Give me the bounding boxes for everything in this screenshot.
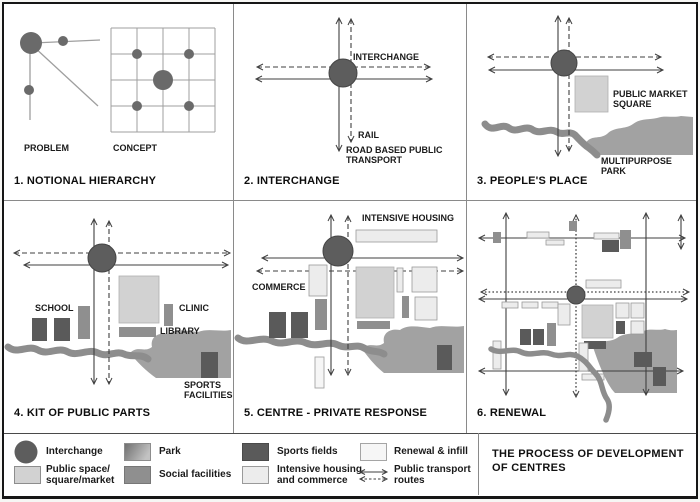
legend-park (124, 443, 151, 466)
legend-transport-routes (356, 468, 392, 489)
vertical-divider (233, 4, 234, 433)
panel-notional-hierarchy (4, 4, 233, 200)
park-swatch (124, 443, 151, 461)
notional-hierarchy-art (4, 4, 233, 200)
panel-peoples-place (467, 4, 696, 200)
multipurpose-park-label: MULTIPURPOSE PARK (601, 156, 672, 176)
housing-building (397, 268, 403, 292)
problem-diagram (20, 32, 100, 120)
interchange-art (234, 4, 465, 200)
panel-5-title: 5. CENTRE - PRIVATE RESPONSE (244, 407, 428, 419)
public-square-building (119, 276, 159, 323)
river (238, 338, 384, 354)
panel-4-title: 4. KIT OF PUBLIC PARTS (14, 407, 151, 419)
legend-divider (4, 433, 696, 434)
panel-renewal (467, 201, 696, 432)
road-transport-label: ROAD BASED PUBLIC TRANSPORT (346, 145, 443, 165)
legend-interchange-label: Interchange (46, 446, 103, 457)
legend-transport-routes-label: Public transport routes (394, 464, 471, 486)
housing-building (415, 297, 437, 320)
commerce-building (309, 265, 327, 296)
legend-intensive-housing (242, 466, 269, 489)
river (485, 124, 597, 155)
concept-label: CONCEPT (113, 143, 158, 153)
interchange-node (88, 244, 116, 272)
interchange-node (323, 236, 353, 266)
clinic-building (164, 304, 173, 326)
library-label: LIBRARY (160, 326, 200, 336)
legend-intensive-housing-label: Intensive housing and commerce (277, 464, 363, 486)
sports-fields-swatch (242, 443, 269, 461)
multipurpose-park (585, 116, 693, 155)
rail-label: RAIL (358, 130, 379, 140)
sports-facilities-label: SPORTS FACILITIES (184, 380, 233, 400)
legend-sports-fields-label: Sports fields (277, 446, 338, 457)
library-building (119, 327, 156, 337)
panel-2-title: 2. INTERCHANGE (244, 175, 340, 187)
intensive-housing-label: INTENSIVE HOUSING (362, 213, 455, 223)
horizontal-divider (4, 200, 696, 201)
interchange-node (329, 59, 357, 87)
social-building (402, 296, 409, 318)
legend-social-facilities (124, 466, 151, 489)
school-building (54, 318, 70, 341)
concept-grid (111, 28, 215, 132)
interchange-swatch (14, 440, 40, 464)
sports-building (291, 312, 308, 338)
social-building (315, 299, 327, 330)
commerce-label: COMMERCE (252, 282, 306, 292)
legend-interchange (14, 440, 40, 469)
figure-caption: THE PROCESS OF DEVELOPMENT OF CENTRES (492, 448, 684, 474)
interchange-node (567, 286, 585, 304)
housing-building (412, 267, 437, 292)
renewal-infill-building (315, 357, 324, 388)
vertical-divider (466, 4, 467, 433)
panel-kit-of-public-parts (4, 201, 233, 432)
clinic-label: CLINIC (179, 303, 209, 313)
renewal-infill-swatch (360, 443, 387, 461)
centre-private-response-art (234, 201, 465, 432)
legend-renewal-infill-label: Renewal & infill (394, 446, 468, 457)
interchange-node (551, 50, 577, 76)
renewal-art (467, 201, 696, 432)
social-building (357, 321, 390, 329)
caption-divider (478, 433, 479, 495)
river (8, 347, 148, 359)
transport-routes-swatch (356, 468, 392, 484)
legend-social-facilities-label: Social facilities (159, 469, 232, 480)
sports-building (437, 345, 452, 370)
panel-6-title: 6. RENEWAL (477, 407, 547, 419)
intensive-housing-swatch (242, 466, 269, 484)
social-facilities-swatch (124, 466, 151, 484)
legend-public-space-label: Public space/ square/market (46, 464, 115, 486)
panel-1-title: 1. NOTIONAL HIERARCHY (14, 175, 157, 187)
public-market-square (575, 76, 608, 112)
sports-facilities-building (201, 352, 218, 378)
school-building (78, 306, 90, 339)
legend-public-space (14, 466, 41, 489)
panel-interchange (234, 4, 465, 200)
public-market-square-label: PUBLIC MARKET SQUARE (613, 89, 688, 109)
intensive-housing-building (356, 230, 437, 242)
legend-renewal-infill (360, 443, 387, 466)
problem-label: PROBLEM (24, 143, 69, 153)
school-building (32, 318, 47, 341)
interchange-label: INTERCHANGE (353, 52, 420, 62)
legend-park-label: Park (159, 446, 181, 457)
panel-centre-private-response (234, 201, 465, 432)
sports-building (269, 312, 286, 338)
legend-sports-fields (242, 443, 269, 466)
panel-3-title: 3. PEOPLE'S PLACE (477, 175, 588, 187)
public-square-building (356, 267, 394, 318)
school-label: SCHOOL (35, 303, 74, 313)
public-space-swatch (14, 466, 41, 484)
